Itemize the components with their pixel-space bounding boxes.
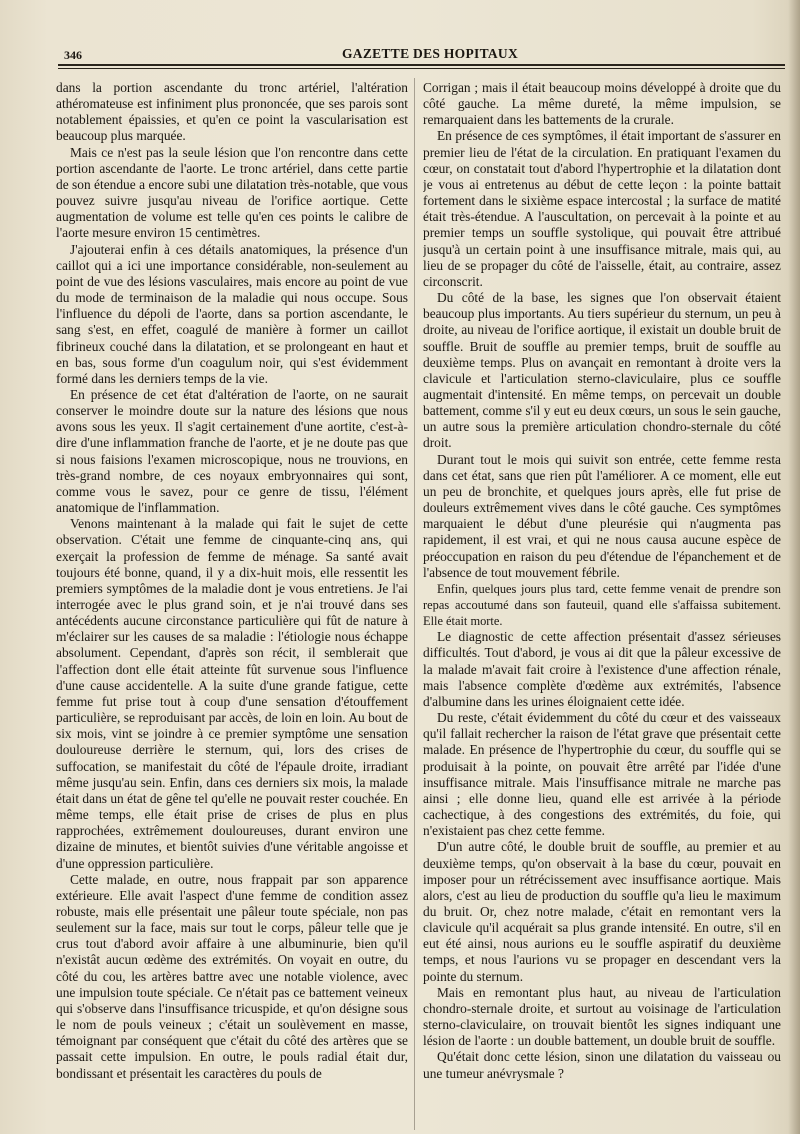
paragraph: J'ajouterai enfin à ces détails anatomiques, la présence d'un caillot qui a ici une importance considérable, non-seulement au point de vue des lésions vasculaires, mais encore au point de vue du mode de terminaison de la maladie qui nous occupe. Sous l'influence du dépoli de l'aorte, dans sa portion ascendante, le sang s'est, en effet, coagulé de manière à former un caillot fibrineux couché dans la dilatation, et se prolongeant en haut et en bas, sous forme d'un coagulum noir, qui s'est évidemment formé dans les derniers temps de la vie. (56, 241, 408, 386)
paragraph: En présence de cet état d'altération de l'aorte, on ne saurait conserver le moindre doute sur la nature des lésions que nous avons sous les yeux. Il s'agit certainement d'une aortite, c'est-à-dire d'une inflammation franche de l'aorte, et je ne doute pas que si nous faisions l'examen microscopique, nous ne trouvions, en très-grand nombre, de ces noyaux embryonnaires qui sont, comme vous le savez, pour ce genre de tissu, l'élément anatomique de l'inflammation. (56, 386, 408, 516)
column-divider (414, 78, 415, 1130)
header-rule-thin (58, 68, 785, 69)
paragraph: Durant tout le mois qui suivit son entrée, cette femme resta dans cet état, sans que rien pût l'améliorer. A ce moment, elle eut un peu de bronchite, et quelques jours après, elle fut prise de douleurs extrêmement vives dans le côté gauche. Ces symptômes marquaient le début d'une pleurésie qui n'augmenta pas rapidement, il est vrai, et qui ne nous causa aucune espèce de préoccupation en raison du peu d'étendue de l'épanchement et de l'absence de tout mouvement fébrile. (423, 451, 781, 580)
paragraph: Cette malade, en outre, nous frappait par son apparence extérieure. Elle avait l'aspect d'une femme de condition assez robuste, mais elle présentait une pâleur toute spéciale, non pas seulement sur la face, mais sur tout le corps, pâleur telle que je crus tout d'abord avoir affaire à une albuminurie, bien qu'il n'existât aucun œdème des extrémités. On voyait en outre, du côté du cou, les artères battre avec une notable violence, avec une impulsion toute spéciale. Ce n'était pas ce battement veineux qui s'observe dans l'insuffisance tricuspide, et qu'on désigne sous le nom de pouls veineux ; c'était un soulèvement en masse, témoignant par conséquent que c'était du côté des artères que se passait cette impulsion. En outre, le pouls radial était dur, bondissant et présentait les caractères du pouls de (56, 871, 408, 1081)
paragraph: D'un autre côté, le double bruit de souffle, au premier et au deuxième temps, qu'on observait à la base du cœur, pouvait en imposer pour un rétrécissement avec insuffisance aortique. Mais alors, c'est au lieu de production du souffle qu'a lieu le maximum du bruit. Or, chez notre malade, c'était en remontant vers la clavicule qu'il acquérait sa plus grande intensité. En outre, s'il en eut été ainsi, nous aurions eu le souffle aspiratif du deuxième temps, et nous l'aurions vu se propager en descendant vers la pointe du sternum. (423, 839, 781, 984)
page-edge-shadow (788, 0, 800, 1134)
paragraph: Mais en remontant plus haut, au niveau de l'articulation chondro-sternale droite, et surtout au voisinage de l'articulation sterno-claviculaire, on trouvait bientôt les signes indiquant une lésion de l'aorte : un double battement, un double bruit de souffle. (423, 984, 781, 1049)
paragraph: Venons maintenant à la malade qui fait le sujet de cette observation. C'était une femme de cinquante-cinq ans, qui exerçait la profession de femme de ménage. Sa santé avait toujours été bonne, quand, il y a dix-huit mois, elle ressentit les premiers symptômes de la maladie dont je vous entretiens. Je l'ai interrogée avec le plus grand soin, et je n'ai trouvé dans ses antécédents aucune circonstance particulière qui fût de nature à m'éclairer sur les causes de sa maladie : l'étiologie nous échappe absolument. Cependant, d'après son récit, il semblerait que l'affection dont elle était atteinte fût survenue sous l'influence d'une cause accidentelle. A la suite d'une grande fatigue, cette femme fut prise tout à coup d'une sensation d'étouffement particulière, se reproduisant par accès, de loin en loin. Au bout de six mois, vint se joindre à ce premier symptôme une sensation douloureuse derrière le sternum, qui, lors des crises de suffocation, se manifestait du côté de l'épaule droite, irradiant même jusqu'au sein. Enfin, dans ces derniers six mois, la malade était dans un état de gêne tel qu'elle ne pouvait rester couchée. En même temps, elle était prise de crises de plus en plus rapprochées, extrêmement douloureuses, durant environ une dizaine de minutes, et bientôt suivies d'une véritable angoisse et d'une oppression particulière. (56, 516, 408, 871)
paragraph: Du côté de la base, les signes que l'on observait étaient beaucoup plus importants. Au tiers supérieur du sternum, un peu à droite, au niveau de l'orifice aortique, il existait un double bruit de souffle. Bruit de souffle au premier temps, bruit de souffle au deuxième temps. Plus on avançait en remontant à droite vers la clavicule et l'articulation sterno-claviculaire, plus ce souffle augmentait d'intensité. En même temps, on percevait un double battement, comme s'il y eut eu deux cœurs, un sous le sein gauche, un autre sous la première articulation chondro-sternale du côté droit. (423, 290, 781, 451)
paragraph: Mais ce n'est pas la seule lésion que l'on rencontre dans cette portion ascendante de l'aorte. Le tronc artériel, dans cette partie de son étendue a encore subi une dilatation très-notable, que vous pouvez suivre jusqu'au niveau de l'orifice aortique. Cette augmentation de volume est telle qu'en ces points le calibre de l'aorte mesure environ 15 centimètres. (56, 144, 408, 241)
page-header (52, 46, 787, 66)
left-column (56, 80, 408, 1130)
journal-title: GAZETTE DES HOPITAUX (342, 46, 519, 61)
paragraph: Du reste, c'était évidemment du côté du cœur et des vaisseaux qu'il fallait rechercher la raison de l'état grave que présentait cette malade. En présence de l'hypertrophie du cœur, du souffle qui se produisait à la pointe, on pouvait être arrêté par l'idée d'une insuffisance mitrale. Mais l'insuffisance mitrale ne marche pas ainsi ; elle donne lieu, quand elle est arrivée à la période cachectique, à des congestions des extrémités, du foie, qui n'existaient pas chez cette femme. (423, 710, 781, 839)
paragraph: Enfin, quelques jours plus tard, cette femme venait de prendre son repas accoutumé dans son fauteuil, quand elle s'affaissa subitement. Elle était morte. (423, 581, 781, 629)
paragraph: Le diagnostic de cette affection présentait d'assez sérieuses difficultés. Tout d'abord, je vous ai dit que la pâleur excessive de la malade m'avait fait croire à l'existence d'une affection rénale, mais l'absence complète d'œdème aux extrémités, l'absence d'albumine dans les urines éloignaient cette idée. (423, 629, 781, 709)
header-rule (58, 64, 785, 66)
paragraph: dans la portion ascendante du tronc artériel, l'altération athéromateuse est infiniment plus prononcée, que ses parois sont notablement épaissies, et qu'en ce point la vascularisation est beaucoup plus marquée. (56, 80, 408, 144)
right-column (423, 80, 781, 1130)
paragraph: En présence de ces symptômes, il était important de s'assurer en premier lieu de l'état de la circulation. En pratiquant l'examen du cœur, on constatait tout d'abord l'hypertrophie et la dilatation dont je vous ai entretenus au début de cette leçon : la pointe battait fortement dans le sixième espace intercostal ; la surface de matité était très-étendue. A l'auscultation, on percevait à la pointe et au premier temps un souffle systolique, qui pouvait être attribué jusqu'à un certain point à une insuffisance mitrale, mais qui, au lieu de se propager du côté de l'aisselle, était, au contraire, assez circonscrit. (423, 128, 781, 289)
paragraph: Corrigan ; mais il était beaucoup moins développé à droite que du côté gauche. La même dureté, la même impulsion, se remarquaient dans les battements de la crurale. (423, 80, 781, 128)
page-number: 346 (64, 48, 82, 62)
paragraph: Qu'était donc cette lésion, sinon une dilatation du vaisseau ou une tumeur anévrysmale ? (423, 1049, 781, 1081)
